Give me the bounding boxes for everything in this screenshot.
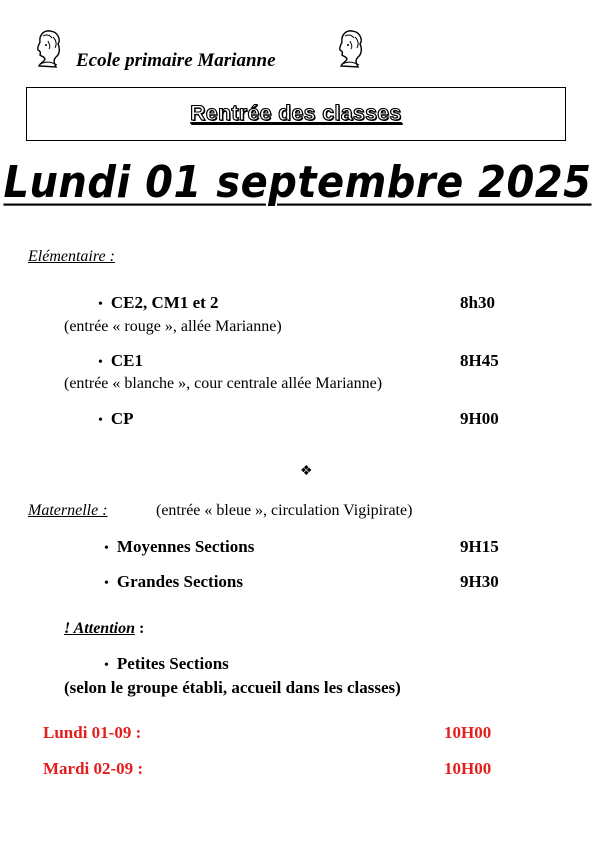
bullet: • [98,413,103,428]
bullet: • [98,355,103,370]
schedule-time: 10H00 [444,723,492,742]
school-header [34,28,374,74]
class-time: 9H15 [460,537,499,556]
list-item [98,351,143,371]
class-time: 8h30 [460,293,495,312]
class-name: CE2, CM1 et 2 [110,293,219,312]
page-title: Rentrée des classes [190,102,402,125]
class-name: CE1 [110,351,144,370]
marianne-head-icon [336,28,366,70]
diamond-separator-icon: ❖ [300,464,313,479]
school-name: Ecole primaire Marianne [76,50,276,71]
entrance-note: (entrée « rouge », allée Marianne) [64,318,282,335]
class-name: Moyennes Sections [116,537,255,556]
list-item [98,293,219,313]
class-name: Petites Sections [116,654,229,673]
title-box [26,87,566,141]
date-heading: Lundi 01 septembre 2025 [3,158,592,208]
class-time: 9H30 [460,572,499,591]
schedule-day: Lundi 01-09 : [43,723,142,742]
attention-label: ! Attention [64,620,135,637]
class-name: CP [110,409,134,428]
attention-heading [64,620,144,638]
entrance-note: (entrée « bleue », circulation Vigipirate) [156,502,413,519]
list-item [98,409,134,429]
attention-colon: : [138,620,145,637]
class-time: 9H00 [460,409,499,428]
attention-note: (selon le groupe établi, accueil dans les classes) [64,678,401,697]
entrance-note: (entrée « blanche », cour centrale allée Marianne) [64,375,383,392]
bullet: • [98,297,103,312]
schedule-time: 10H00 [444,759,492,778]
bullet: • [104,658,109,673]
bullet: • [104,576,109,591]
list-item [104,537,254,557]
maternelle-label: Maternelle : [28,502,108,519]
elementaire-label: Elémentaire : [28,248,115,265]
class-name: Grandes Sections [116,572,243,591]
list-item [104,572,243,592]
schedule-day: Mardi 02-09 : [43,759,144,778]
class-time: 8H45 [460,351,499,370]
marianne-head-icon [34,28,64,70]
bullet: • [104,541,109,556]
list-item [104,654,229,674]
